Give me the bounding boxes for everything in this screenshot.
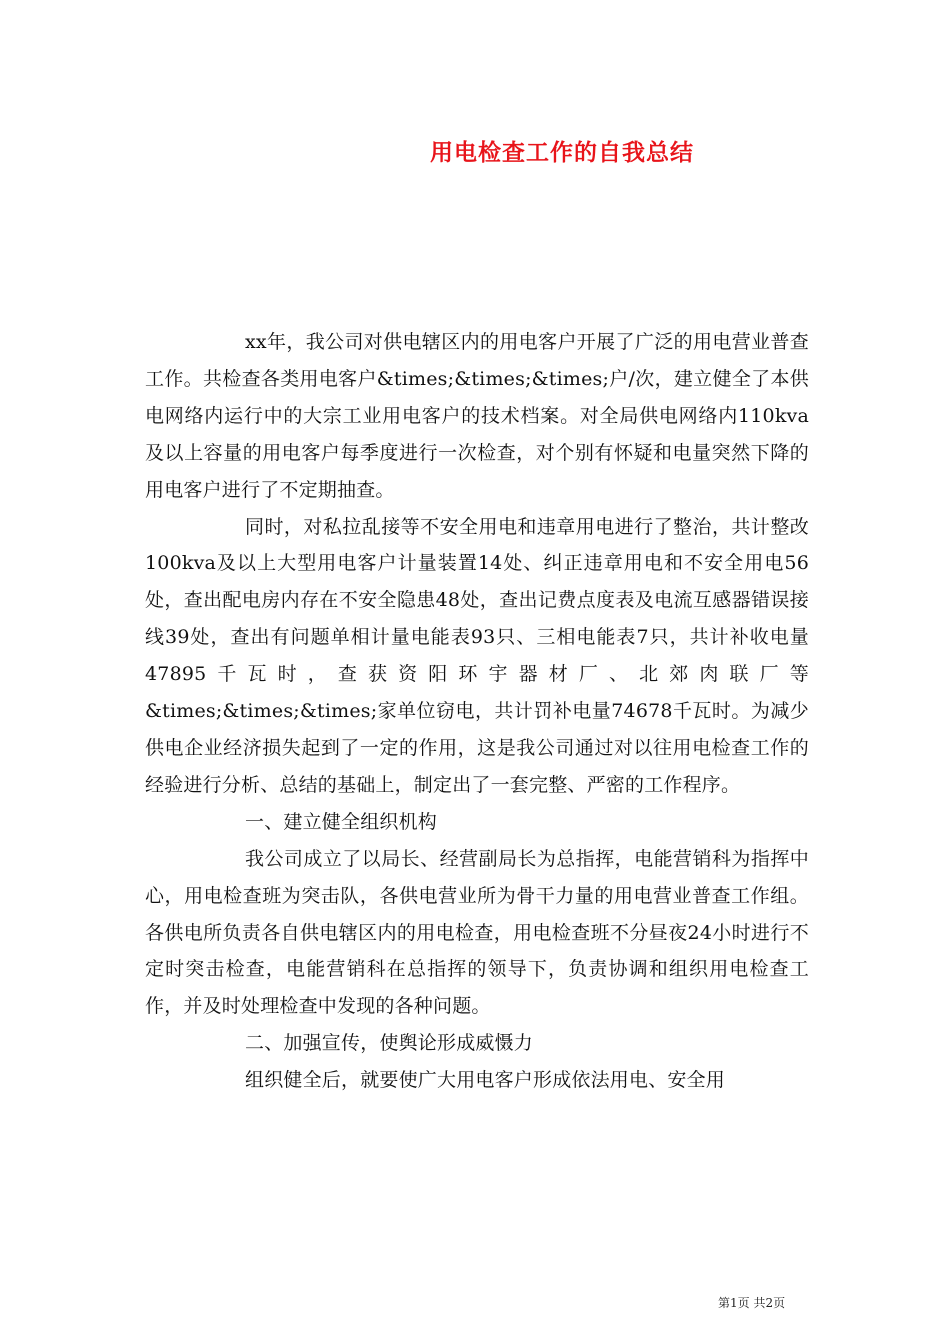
document-title: 用电检查工作的自我总结 bbox=[430, 140, 694, 166]
section-heading-1: 一、建立健全组织机构 bbox=[245, 810, 438, 833]
document-body bbox=[145, 324, 809, 1099]
paragraph-intro: xx年，我公司对供电辖区内的用电客户开展了广泛的用电营业普查工作。共检查各类用电客户&times;&times;&times;户/次，建立健全了本供电网络内运行中的大宗工业用电客户的技术档案。对全局供电网络内110kva及以上容量的用电客户每季度进行一次检查，对个别有怀疑和电量突然下降的用电客户进行了不定期抽查。 bbox=[145, 331, 809, 501]
paragraph-publicity: 组织健全后，就要使广大用电客户形成依法用电、安全用 bbox=[245, 1069, 726, 1092]
section-heading-2: 二、加强宣传，使舆论形成威慑力 bbox=[245, 1032, 534, 1055]
paragraph-organization: 我公司成立了以局长、经营副局长为总指挥，电能营销科为指挥中心，用电检查班为突击队，各供电营业所为骨干力量的用电营业普查工作组。各供电所负责各自供电辖区内的用电检查，用电检查班不分昼夜24小时进行不定时突击检查，电能营销科在总指挥的领导下，负责协调和组织用电检查工作，并及时处理检查中发现的各种问题。 bbox=[145, 847, 809, 1018]
page-number-footer: 第1页 共2页 bbox=[718, 1296, 786, 1310]
paragraph-rectification: 同时，对私拉乱接等不安全用电和违章用电进行了整治，共计整改100kva及以上大型用电客户计量装置14处、纠正违章用电和不安全用电56处，查出配电房内存在不安全隐患48处，查出记费点度表及电流互感器错误接线39处，查出有问题单相计量电能表93只、三相电能表7只，共计补收电量47895千瓦时，查获资阳环宇器材厂、北郊肉联厂等&times;&times;&times;家单位窃电，共计罚补电量74678千瓦时。为减少供电企业经济损失起到了一定的作用，这是我公司通过对以往用电检查工作的经验进行分析、总结的基础上，制定出了一套完整、严密的工作程序。 bbox=[145, 515, 809, 796]
